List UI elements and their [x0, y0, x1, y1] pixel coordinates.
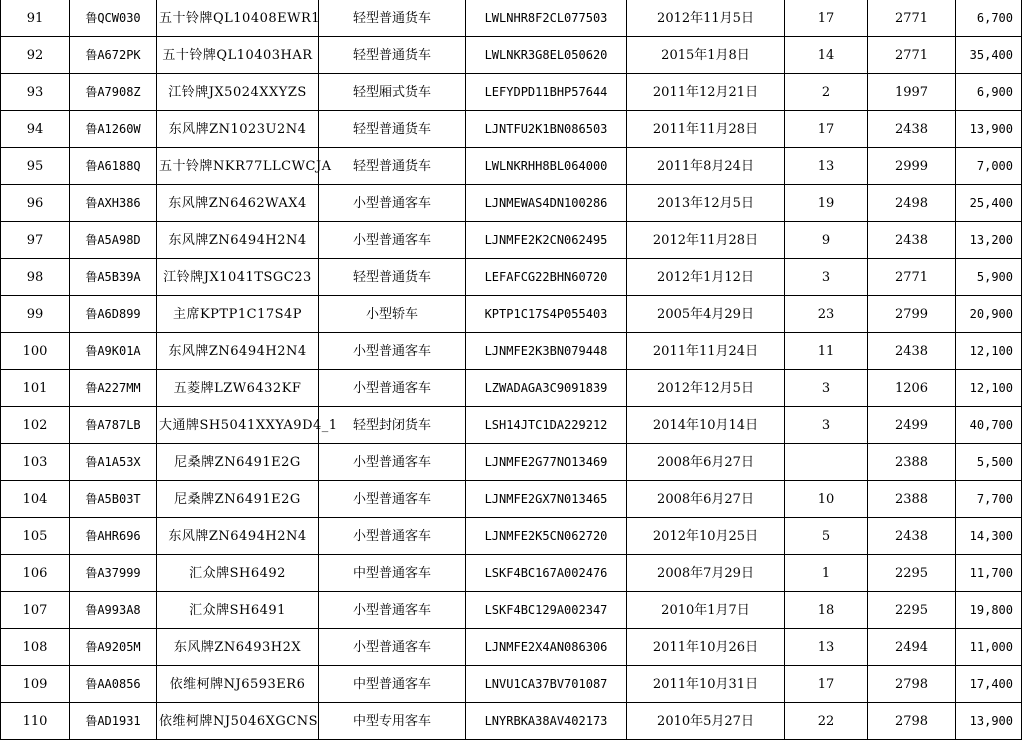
displacement-cell: 2999 — [868, 148, 956, 185]
vehicle-type-cell: 小型普通客车 — [319, 222, 466, 259]
reg-date-cell: 2010年1月7日 — [627, 592, 785, 629]
price-cell: 35,400 — [956, 37, 1022, 74]
row-number-cell: 109 — [1, 666, 70, 703]
table-row — [1, 703, 1022, 740]
vin-cell: LEFYDPD11BHP57644 — [466, 74, 627, 111]
displacement-cell: 2438 — [868, 518, 956, 555]
model-cell: 东风牌ZN6494H2N4 — [157, 222, 319, 259]
displacement-cell: 1997 — [868, 74, 956, 111]
count-cell: 3 — [785, 407, 868, 444]
price-cell: 5,900 — [956, 259, 1022, 296]
plate-cell: 鲁A227MM — [70, 370, 157, 407]
reg-date-cell: 2011年10月31日 — [627, 666, 785, 703]
row-number-cell: 104 — [1, 481, 70, 518]
count-cell: 14 — [785, 37, 868, 74]
displacement-cell: 2771 — [868, 259, 956, 296]
model-cell: 尼桑牌ZN6491E2G — [157, 481, 319, 518]
row-number-cell: 92 — [1, 37, 70, 74]
vehicle-type-cell: 轻型厢式货车 — [319, 74, 466, 111]
model-cell: 汇众牌SH6492 — [157, 555, 319, 592]
row-number-cell: 107 — [1, 592, 70, 629]
table-row — [1, 185, 1022, 222]
count-cell: 17 — [785, 0, 868, 37]
count-cell: 3 — [785, 259, 868, 296]
vin-cell: LJNMFE2GX7N013465 — [466, 481, 627, 518]
vin-cell: LSKF4BC129A002347 — [466, 592, 627, 629]
reg-date-cell: 2008年6月27日 — [627, 481, 785, 518]
plate-cell: 鲁A9205M — [70, 629, 157, 666]
vehicle-type-cell: 小型普通客车 — [319, 370, 466, 407]
reg-date-cell: 2011年10月26日 — [627, 629, 785, 666]
vin-cell: LJNTFU2K1BN086503 — [466, 111, 627, 148]
table-row — [1, 407, 1022, 444]
row-number-cell: 110 — [1, 703, 70, 740]
count-cell: 11 — [785, 333, 868, 370]
reg-date-cell: 2012年11月28日 — [627, 222, 785, 259]
price-cell: 7,000 — [956, 148, 1022, 185]
displacement-cell: 2438 — [868, 333, 956, 370]
model-cell: 五菱牌LZW6432KF — [157, 370, 319, 407]
price-cell: 12,100 — [956, 333, 1022, 370]
row-number-cell: 98 — [1, 259, 70, 296]
table-row — [1, 666, 1022, 703]
row-number-cell: 108 — [1, 629, 70, 666]
displacement-cell: 2295 — [868, 592, 956, 629]
count-cell: 22 — [785, 703, 868, 740]
count-cell: 3 — [785, 370, 868, 407]
vin-cell: KPTP1C17S4P055403 — [466, 296, 627, 333]
plate-cell: 鲁A7908Z — [70, 74, 157, 111]
model-cell: 东风牌ZN6494H2N4 — [157, 518, 319, 555]
plate-cell: 鲁A5B39A — [70, 259, 157, 296]
table-row — [1, 222, 1022, 259]
model-cell: 五十铃牌QL10408EWR1 — [157, 0, 319, 37]
count-cell: 17 — [785, 666, 868, 703]
vin-cell: LZWADAGA3C9091839 — [466, 370, 627, 407]
reg-date-cell: 2008年7月29日 — [627, 555, 785, 592]
displacement-cell: 2799 — [868, 296, 956, 333]
model-cell: 汇众牌SH6491 — [157, 592, 319, 629]
price-cell: 12,100 — [956, 370, 1022, 407]
displacement-cell: 2388 — [868, 481, 956, 518]
vin-cell: LJNMFE2G77NO13469 — [466, 444, 627, 481]
price-cell: 7,700 — [956, 481, 1022, 518]
price-cell: 19,800 — [956, 592, 1022, 629]
row-number-cell: 95 — [1, 148, 70, 185]
vehicle-type-cell: 轻型普通货车 — [319, 148, 466, 185]
vin-cell: LJNMEWAS4DN100286 — [466, 185, 627, 222]
reg-date-cell: 2012年12月5日 — [627, 370, 785, 407]
count-cell: 13 — [785, 629, 868, 666]
plate-cell: 鲁QCW030 — [70, 0, 157, 37]
plate-cell: 鲁AXH386 — [70, 185, 157, 222]
row-number-cell: 106 — [1, 555, 70, 592]
displacement-cell: 2798 — [868, 703, 956, 740]
plate-cell: 鲁A5B03T — [70, 481, 157, 518]
count-cell: 1 — [785, 555, 868, 592]
count-cell: 19 — [785, 185, 868, 222]
table-row — [1, 259, 1022, 296]
model-cell: 主席KPTP1C17S4P — [157, 296, 319, 333]
count-cell — [785, 444, 868, 481]
displacement-cell: 2438 — [868, 222, 956, 259]
table-row — [1, 481, 1022, 518]
vin-cell: LWLNKRHH8BL064000 — [466, 148, 627, 185]
table-body — [1, 0, 1022, 740]
reg-date-cell: 2011年8月24日 — [627, 148, 785, 185]
row-number-cell: 94 — [1, 111, 70, 148]
model-cell: 江铃牌JX1041TSGC23 — [157, 259, 319, 296]
plate-cell: 鲁A787LB — [70, 407, 157, 444]
table-row — [1, 0, 1022, 37]
vin-cell: LSH14JTC1DA229212 — [466, 407, 627, 444]
reg-date-cell: 2012年1月12日 — [627, 259, 785, 296]
vin-cell: LJNMFE2K2CN062495 — [466, 222, 627, 259]
vehicle-type-cell: 轻型普通货车 — [319, 259, 466, 296]
vehicle-type-cell: 小型普通客车 — [319, 481, 466, 518]
count-cell: 5 — [785, 518, 868, 555]
price-cell: 11,000 — [956, 629, 1022, 666]
price-cell: 6,900 — [956, 74, 1022, 111]
reg-date-cell: 2013年12月5日 — [627, 185, 785, 222]
table-row — [1, 37, 1022, 74]
table-row — [1, 555, 1022, 592]
reg-date-cell: 2012年10月25日 — [627, 518, 785, 555]
row-number-cell: 91 — [1, 0, 70, 37]
count-cell: 18 — [785, 592, 868, 629]
count-cell: 2 — [785, 74, 868, 111]
displacement-cell: 2438 — [868, 111, 956, 148]
vehicle-type-cell: 小型普通客车 — [319, 518, 466, 555]
model-cell: 东风牌ZN6493H2X — [157, 629, 319, 666]
displacement-cell: 2798 — [868, 666, 956, 703]
model-cell: 五十铃牌NKR77LLCWCJA — [157, 148, 319, 185]
displacement-cell: 2388 — [868, 444, 956, 481]
plate-cell: 鲁A1A53X — [70, 444, 157, 481]
displacement-cell: 2499 — [868, 407, 956, 444]
plate-cell: 鲁A672PK — [70, 37, 157, 74]
price-cell: 13,900 — [956, 111, 1022, 148]
plate-cell: 鲁AHR696 — [70, 518, 157, 555]
plate-cell: 鲁AD1931 — [70, 703, 157, 740]
displacement-cell: 2771 — [868, 37, 956, 74]
vin-cell: LJNMFE2K3BN079448 — [466, 333, 627, 370]
vin-cell: LEFAFCG22BHN60720 — [466, 259, 627, 296]
row-number-cell: 99 — [1, 296, 70, 333]
model-cell: 尼桑牌ZN6491E2G — [157, 444, 319, 481]
vehicle-type-cell: 小型普通客车 — [319, 185, 466, 222]
reg-date-cell: 2014年10月14日 — [627, 407, 785, 444]
row-number-cell: 103 — [1, 444, 70, 481]
table-row — [1, 518, 1022, 555]
row-number-cell: 93 — [1, 74, 70, 111]
table-row — [1, 148, 1022, 185]
table-row — [1, 629, 1022, 666]
price-cell: 40,700 — [956, 407, 1022, 444]
vin-cell: LJNMFE2X4AN086306 — [466, 629, 627, 666]
row-number-cell: 96 — [1, 185, 70, 222]
count-cell: 13 — [785, 148, 868, 185]
vin-cell: LNYRBKA38AV402173 — [466, 703, 627, 740]
price-cell: 5,500 — [956, 444, 1022, 481]
row-number-cell: 105 — [1, 518, 70, 555]
model-cell: 五十铃牌QL10403HAR — [157, 37, 319, 74]
displacement-cell: 2295 — [868, 555, 956, 592]
row-number-cell: 101 — [1, 370, 70, 407]
vehicle-type-cell: 轻型封闭货车 — [319, 407, 466, 444]
vin-cell: LWLNKR3G8EL050620 — [466, 37, 627, 74]
table-row — [1, 333, 1022, 370]
count-cell: 23 — [785, 296, 868, 333]
displacement-cell: 1206 — [868, 370, 956, 407]
vehicle-type-cell: 中型普通客车 — [319, 666, 466, 703]
reg-date-cell: 2010年5月27日 — [627, 703, 785, 740]
reg-date-cell: 2011年11月28日 — [627, 111, 785, 148]
model-cell: 依维柯牌NJ6593ER6 — [157, 666, 319, 703]
plate-cell: 鲁A9K01A — [70, 333, 157, 370]
reg-date-cell: 2011年11月24日 — [627, 333, 785, 370]
displacement-cell: 2498 — [868, 185, 956, 222]
table-row — [1, 296, 1022, 333]
count-cell: 17 — [785, 111, 868, 148]
price-cell: 25,400 — [956, 185, 1022, 222]
table-row — [1, 370, 1022, 407]
displacement-cell: 2494 — [868, 629, 956, 666]
vin-cell: LJNMFE2K5CN062720 — [466, 518, 627, 555]
reg-date-cell: 2005年4月29日 — [627, 296, 785, 333]
plate-cell: 鲁AA0856 — [70, 666, 157, 703]
table-row — [1, 592, 1022, 629]
vin-cell: LSKF4BC167A002476 — [466, 555, 627, 592]
model-cell: 依维柯牌NJ5046XGCNS — [157, 703, 319, 740]
vehicle-type-cell: 小型普通客车 — [319, 444, 466, 481]
count-cell: 9 — [785, 222, 868, 259]
plate-cell: 鲁A6188Q — [70, 148, 157, 185]
reg-date-cell: 2015年1月8日 — [627, 37, 785, 74]
vehicle-type-cell: 中型普通客车 — [319, 555, 466, 592]
table-row — [1, 444, 1022, 481]
model-cell: 东风牌ZN6494H2N4 — [157, 333, 319, 370]
reg-date-cell: 2012年11月5日 — [627, 0, 785, 37]
table-row — [1, 74, 1022, 111]
reg-date-cell: 2008年6月27日 — [627, 444, 785, 481]
model-cell: 东风牌ZN6462WAX4 — [157, 185, 319, 222]
count-cell: 10 — [785, 481, 868, 518]
plate-cell: 鲁A5A98D — [70, 222, 157, 259]
vehicle-type-cell: 中型专用客车 — [319, 703, 466, 740]
price-cell: 13,200 — [956, 222, 1022, 259]
vehicle-type-cell: 轻型普通货车 — [319, 111, 466, 148]
row-number-cell: 100 — [1, 333, 70, 370]
plate-cell: 鲁A6D899 — [70, 296, 157, 333]
displacement-cell: 2771 — [868, 0, 956, 37]
vehicle-type-cell: 小型轿车 — [319, 296, 466, 333]
model-cell: 大通牌SH5041XXYA9D4_1 — [157, 407, 319, 444]
vehicle-type-cell: 小型普通客车 — [319, 333, 466, 370]
vehicle-type-cell: 轻型普通货车 — [319, 0, 466, 37]
table-row — [1, 111, 1022, 148]
price-cell: 20,900 — [956, 296, 1022, 333]
plate-cell: 鲁A993A8 — [70, 592, 157, 629]
price-cell: 13,900 — [956, 703, 1022, 740]
model-cell: 江铃牌JX5024XXYZS — [157, 74, 319, 111]
price-cell: 6,700 — [956, 0, 1022, 37]
model-cell: 东风牌ZN1023U2N4 — [157, 111, 319, 148]
vin-cell: LNVU1CA37BV701087 — [466, 666, 627, 703]
vehicle-type-cell: 轻型普通货车 — [319, 37, 466, 74]
price-cell: 11,700 — [956, 555, 1022, 592]
reg-date-cell: 2011年12月21日 — [627, 74, 785, 111]
price-cell: 17,400 — [956, 666, 1022, 703]
row-number-cell: 97 — [1, 222, 70, 259]
plate-cell: 鲁A37999 — [70, 555, 157, 592]
row-number-cell: 102 — [1, 407, 70, 444]
vin-cell: LWLNHR8F2CL077503 — [466, 0, 627, 37]
vehicle-type-cell: 小型普通客车 — [319, 592, 466, 629]
plate-cell: 鲁A1260W — [70, 111, 157, 148]
price-cell: 14,300 — [956, 518, 1022, 555]
vehicle-type-cell: 小型普通客车 — [319, 629, 466, 666]
